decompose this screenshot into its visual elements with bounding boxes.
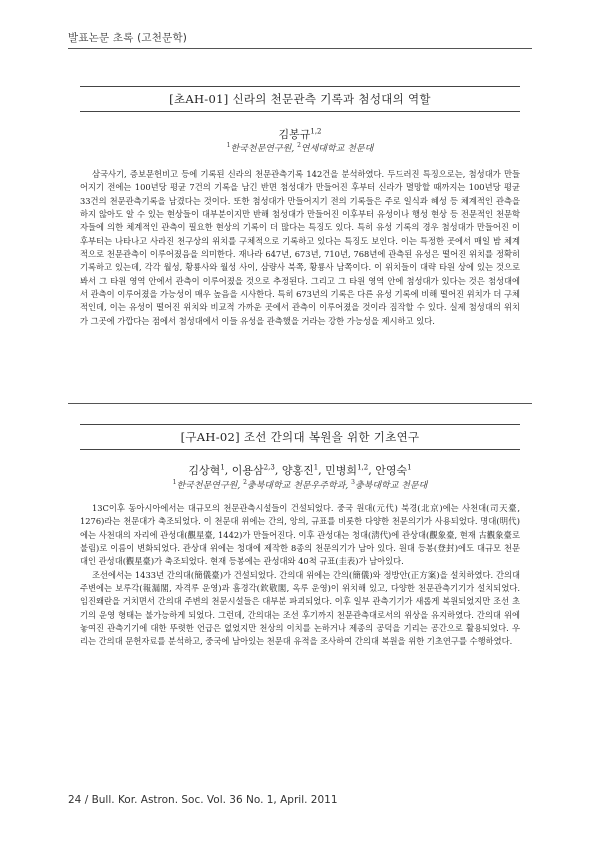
paper2-affil-1: 한국천문연구원,	[176, 481, 244, 491]
paper1-affil-1: 한국천문연구원,	[230, 144, 298, 154]
paper2-affil-sup2: 2	[243, 479, 247, 486]
paper1-title: [초AH-01] 신라의 천문관측 기록과 첨성대의 역할	[80, 86, 520, 112]
paper1-authors	[80, 126, 520, 142]
paper2-author-name: 이용삼	[231, 464, 264, 477]
paper2-author-sup: 1	[313, 463, 319, 472]
section-divider	[68, 403, 532, 404]
paper1-affiliation	[80, 141, 520, 154]
paper2-author-sup: 1,2	[357, 463, 369, 472]
paper2-title: [구AH-02] 조선 간의대 복원을 위한 기초연구	[80, 424, 520, 450]
paper2-paragraph: 13C이후 동아시아에서는 대규모의 천문관측시설들이 건설되었다. 중국 원대(元代) 북경(北京)에는 사천대(司天臺, 1276)라는 천문대가 축조되었다. 이 천문대 위에는 간의, 앙의, 규표를 비롯한 다양한 천문의기가 사용되었다. 명대(明代)에는 사천대의 자리에 관성대(觀星臺, 1442)가 만들어진다. 이후 관성대는 청대(淸代)에 관상대(觀象臺, 현재 古觀象臺로 불림)로 이름이 변화되었다. 관상대 위에는 청대에 제작한 8종의 천문의기가 남아 있다. 원대 등봉(登封)에도 대규모 천문대인 관성대(觀星臺)가 축조되었다. 현재 등봉에는 관성대와 40척 규표(圭表)가 남아있다.	[80, 503, 520, 567]
paper1-abstract	[80, 168, 520, 328]
paper2-affil-3: 충북대학교 천문대	[354, 481, 428, 491]
paper2-author-sup: 1	[407, 463, 412, 472]
paper2-author-sep: ,	[274, 464, 282, 477]
paper2-author-sup: 2,3	[263, 463, 275, 472]
paper1-abstract-text: 삼국사기, 증보문헌비고 등에 기록된 신라의 천문관측기록 142건을 분석하였다. 두드러진 특징으로는, 첨성대가 만들어지기 전에는 100년당 평균 7건의 기록을 남긴 반면 첨성대가 만들어진 후부터 신라가 멸망할 때까지는 100년당 평균 33건의 천문관측기록을 남겼다는 것이다. 또한 첨성대가 만들어지기 전의 기록들은 주로 일식과 혜성 등 체계적인 관측을 하지 않아도 알 수 있는 현상들이 대부분이지만 반해 첨성대가 만들어진 이후부터 유성이나 행성 현상 등 전문적인 천문학자들에 의한 체계적인 관측이 필요한 현상의 기록이 더 많다는 특징도 있다. 특히 유성 기록의 경우 첨성대가 만들어진 이후부터는 나타나고 사라진 천구상의 위치를 구체적으로 기록하고 있다는 특징도 보인다. 이는 특정한 곳에서 매일 밤 체계적으로 천문관측이 이루어졌음을 의미한다. 재나라 647년, 673년, 710년, 768년에 관측된 유성은 떨어진 위치를 정확히 기록하고 있는데, 각각 월성, 황룡사와 월성 사이, 삼량사 북쪽, 황룡사 남쪽이다. 이 위치들이 대략 타원 상에 있는 것으로 봐서 그 타원 영역 안에서 관측이 이루어졌을 것으로 추정된다. 그리고 그 타원 영역 안에 첨성대가 있다는 것은 첨성대에서 관측이 이루어졌을 가능성이 매우 높음을 시사한다. 특히 673년의 기록은 다른 유성 기록에 비해 떨어진 위치가 더 구체적인데, 이는 유성이 떨어진 위치와 비교적 가까운 곳에서 관측이 이루어졌을 것이라 짐작할 수 있다. 실제 첨성대의 위치가 그곳에 가깝다는 점에서 첨성대에서 이들 유성을 관측했을 거라는 강한 가능성을 제시하고 있다.	[80, 169, 521, 326]
paper2-author-name: 안영숙	[375, 464, 408, 477]
paper2-author-sep: ,	[224, 464, 232, 477]
page-footer: 24 / Bull. Kor. Astron. Soc. Vol. 36 No. 1, April. 2011	[68, 794, 338, 806]
paper2-author-name: 김상혁	[188, 464, 221, 477]
paper2-author-sep: ,	[368, 464, 376, 477]
paper1-author-sup: 1,2	[310, 127, 322, 136]
paper1-author-name: 김봉규	[278, 128, 311, 141]
paper2-author-name: 양홍진	[281, 464, 314, 477]
paper2-authors	[80, 462, 520, 478]
paper2-affil-sup1: 1	[172, 479, 177, 486]
paper2-author-name: 민병희	[325, 464, 358, 477]
paper2-author-sup: 1	[220, 463, 225, 472]
header-rule	[68, 48, 532, 49]
paper2-paragraph: 조선에서는 1433년 간의대(簡儀臺)가 건설되었다. 간의대 위에는 간의(簡儀)와 정방안(正方案)을 설치하였다. 간의대 주변에는 보루각(報漏閣, 자격루 운영)과 흠경각(欽敬閣, 옥루 운영)이 위치해 있고, 다양한 천문관측기기가 설치되었다. 임진왜란을 거치면서 간의대 주변의 천문시설들은 대부분 파괴되었다. 이후 일부 관측기기가 새롭게 복원되었지만 조선 초기의 운영 형태는 불가능하게 되었다. 그런데, 간의대는 조선 후기까지 천문관측대로서의 위상을 유지하였다. 간의대 위에 놓여진 관측기기에 대한 뚜렷한 언급은 없었지만 천상의 이치를 논하거나 제종의 공덕을 기리는 공간으로 활용되었다. 우리는 간의대 문헌자료를 분석하고, 중국에 남아있는 천문대 유적을 조사하여 간의대 복원을 위한 기초연구를 수행하였다.	[80, 569, 520, 647]
paper1-affil-sup2: 2	[297, 142, 301, 149]
running-head: 발표논문 초록 (고천문학)	[68, 32, 188, 44]
paper2-abstract	[80, 502, 520, 649]
paper1-affil-2: 연세대학교 천문대	[300, 144, 374, 154]
paper2-affiliation	[80, 478, 520, 491]
paper2-affil-2: 충북대학교 천문우주학과,	[246, 481, 352, 491]
paper1-affil-sup1: 1	[226, 142, 231, 149]
paper2-affil-sup3: 3	[351, 479, 355, 486]
paper2-author-sep: ,	[318, 464, 326, 477]
